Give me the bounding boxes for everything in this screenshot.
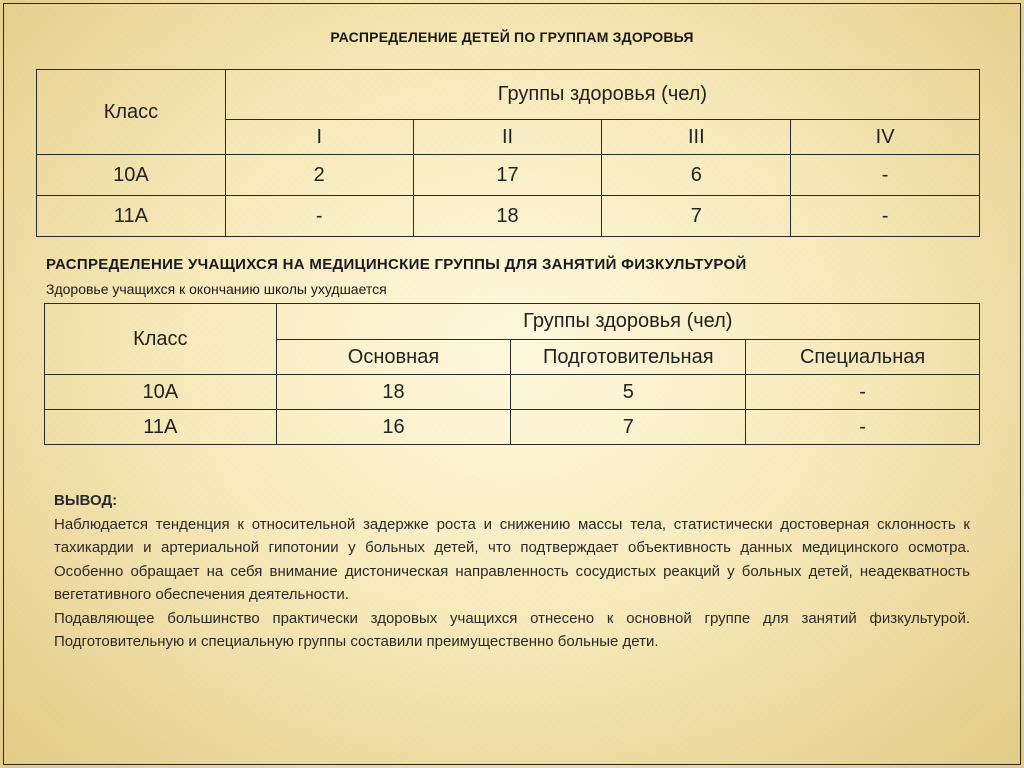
health-groups-table	[36, 69, 980, 237]
conclusion-paragraph: Наблюдается тенденция к относительной задержке роста и снижению массы тела, статистически достоверная склонность к тахикардии и артериальной гипотонии у больных детей, что подтверждает объективность данных медицинского осмотра. Особенно обращает на себя внимание дистоническая направленность сосудистых реакций у больных детей, неадекватность вегетативного обеспечения деятельности.	[54, 515, 970, 603]
class-cell: 10А	[37, 155, 226, 196]
subheader-cell: Специальная	[746, 340, 980, 375]
subheader-cell: II	[413, 120, 602, 155]
value-cell: -	[791, 196, 980, 237]
value-cell: 5	[511, 375, 746, 410]
conclusion-title: ВЫВОД:	[54, 492, 118, 509]
page-title: РАСПРЕДЕЛЕНИЕ ДЕТЕЙ ПО ГРУППАМ ЗДОРОВЬЯ	[330, 29, 694, 45]
value-cell: 18	[276, 375, 511, 410]
class-header: Класс	[45, 304, 277, 375]
subheader-cell: Подготовительная	[511, 340, 746, 375]
conclusion-block	[54, 489, 970, 654]
value-cell: -	[225, 196, 413, 237]
value-cell: -	[746, 410, 980, 445]
group-header: Группы здоровья (чел)	[225, 70, 979, 120]
value-cell: 7	[511, 410, 746, 445]
value-cell: -	[791, 155, 980, 196]
value-cell: 6	[602, 155, 791, 196]
section-subheading: Здоровье учащихся к окончанию школы ухудшается	[46, 281, 387, 297]
table-header-row	[37, 70, 980, 120]
conclusion-paragraph: Подавляющее большинство практически здоровых учащихся отнесено к основной группе для занятий физкультурой. Подготовительную и специальную группы составили преимущественно больные дети.	[54, 609, 970, 650]
table-row	[45, 375, 980, 410]
value-cell: 17	[413, 155, 602, 196]
table-row	[45, 410, 980, 445]
class-cell: 10А	[45, 375, 277, 410]
section-heading: РАСПРЕДЕЛЕНИЕ УЧАЩИХСЯ НА МЕДИЦИНСКИЕ ГРУППЫ ДЛЯ ЗАНЯТИЙ ФИЗКУЛЬТУРОЙ	[46, 256, 747, 273]
subheader-cell: Основная	[276, 340, 511, 375]
value-cell: -	[746, 375, 980, 410]
value-cell: 7	[602, 196, 791, 237]
value-cell: 16	[276, 410, 511, 445]
subheader-cell: I	[225, 120, 413, 155]
class-cell: 11А	[37, 196, 226, 237]
subheader-cell: IV	[791, 120, 980, 155]
table-row	[37, 155, 980, 196]
table-header-row	[45, 304, 980, 340]
table-row	[37, 196, 980, 237]
medical-groups-table	[44, 303, 980, 445]
group-header: Группы здоровья (чел)	[276, 304, 979, 340]
class-cell: 11А	[45, 410, 277, 445]
value-cell: 2	[225, 155, 413, 196]
subheader-cell: III	[602, 120, 791, 155]
value-cell: 18	[413, 196, 602, 237]
class-header: Класс	[37, 70, 226, 155]
